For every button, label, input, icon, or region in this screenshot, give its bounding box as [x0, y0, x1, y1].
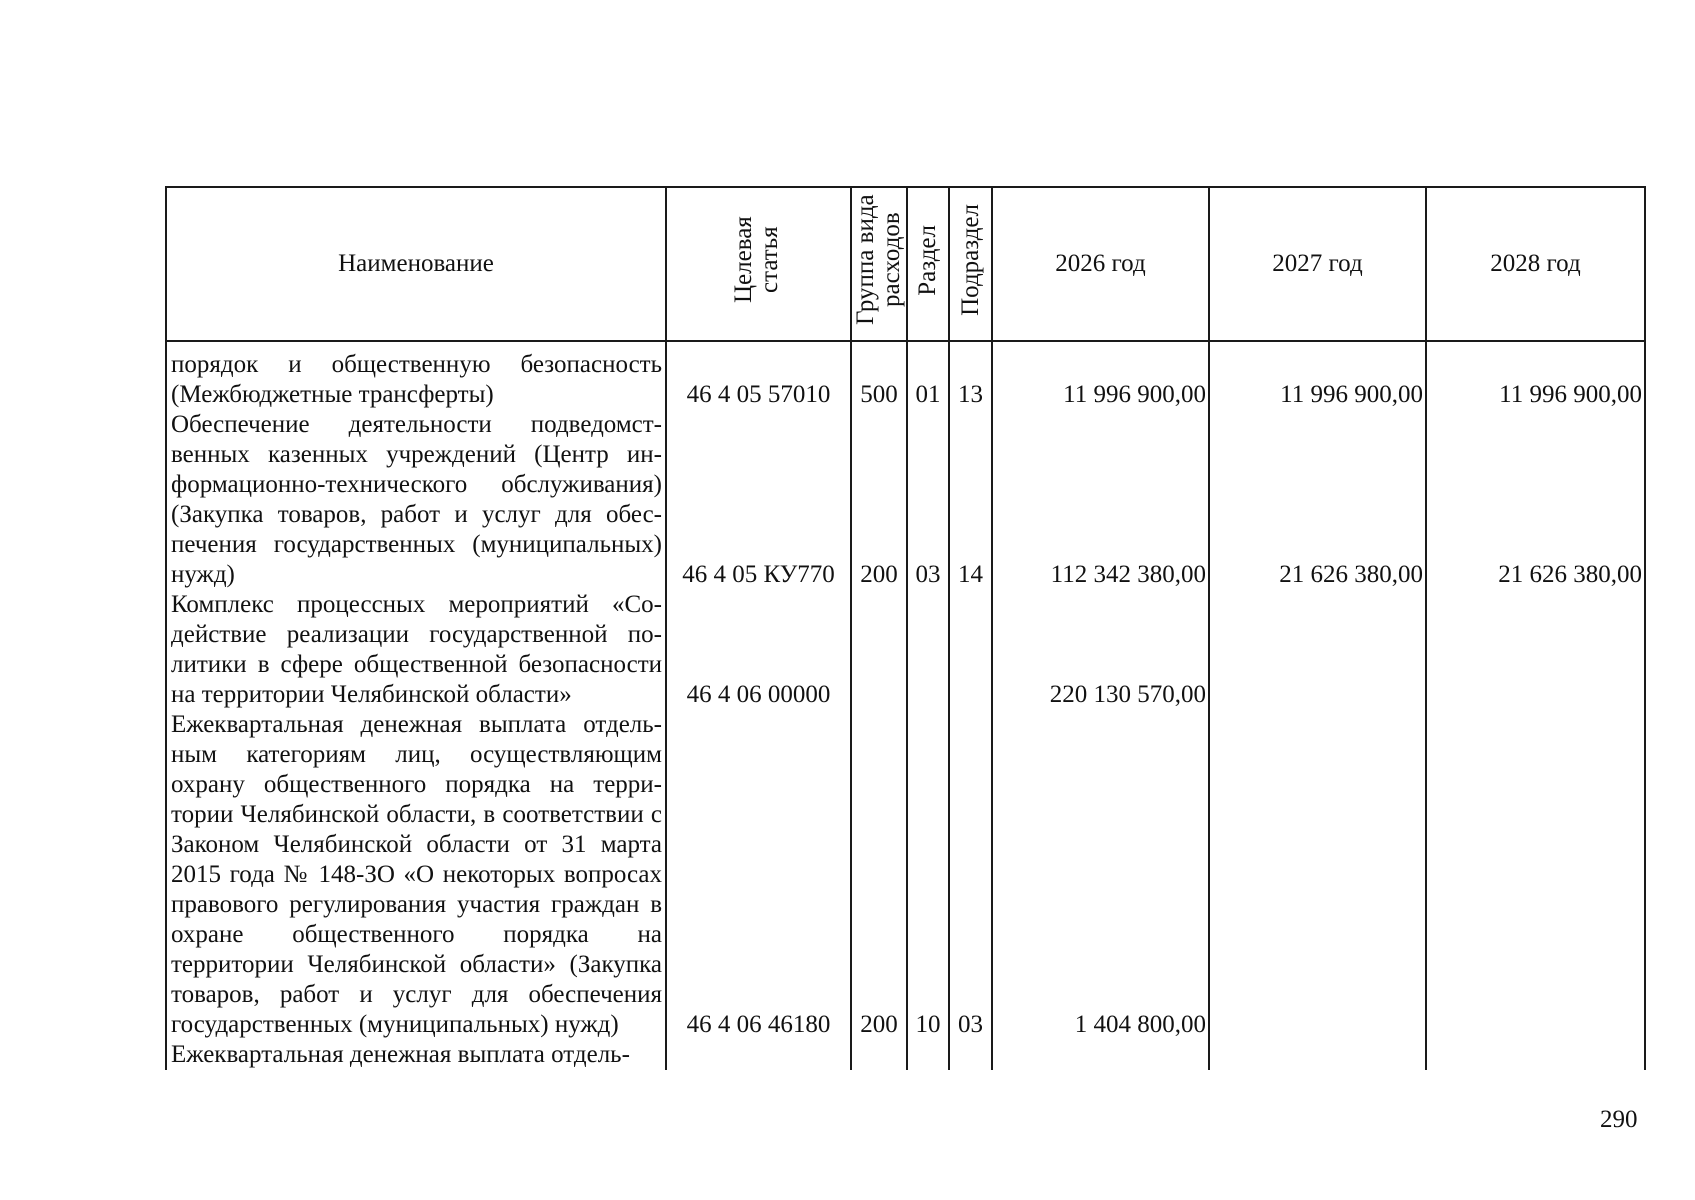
row-2026: 220 130 570,00 — [992, 590, 1209, 710]
row-2028: 21 626 380,00 — [1426, 410, 1645, 590]
row-section: 10 — [907, 710, 949, 1040]
row-2026: 11 996 900,00 — [992, 350, 1209, 410]
row-spacer — [166, 341, 1645, 350]
row-target: 46 4 06 46180 — [666, 710, 851, 1040]
row-2027: 11 996 900,00 — [1209, 350, 1426, 410]
row-2027 — [1209, 710, 1426, 1040]
row-name: Ежеквартальная денежная выплата отдель- — [166, 1040, 666, 1070]
row-2028 — [1426, 1040, 1645, 1070]
row-2028 — [1426, 590, 1645, 710]
header-expense-group: Группа вида расходов — [851, 187, 907, 341]
row-2027 — [1209, 590, 1426, 710]
row-subsection: 13 — [949, 350, 992, 410]
row-section — [907, 1040, 949, 1070]
row-2027 — [1209, 1040, 1426, 1070]
row-2026: 112 342 380,00 — [992, 410, 1209, 590]
table-row — [166, 710, 1645, 1040]
row-2028: 11 996 900,00 — [1426, 350, 1645, 410]
row-target — [666, 1040, 851, 1070]
row-subsection: 14 — [949, 410, 992, 590]
row-section: 03 — [907, 410, 949, 590]
table-row — [166, 1040, 1645, 1070]
row-expense-group: 200 — [851, 710, 907, 1040]
row-2027: 21 626 380,00 — [1209, 410, 1426, 590]
page-number: 290 — [1600, 1106, 1638, 1133]
header-row — [166, 187, 1645, 341]
table-row — [166, 410, 1645, 590]
row-subsection — [949, 1040, 992, 1070]
table-row — [166, 590, 1645, 710]
header-2028: 2028 год — [1426, 187, 1645, 341]
row-section — [907, 590, 949, 710]
budget-table — [165, 186, 1646, 1070]
row-target: 46 4 05 57010 — [666, 350, 851, 410]
row-name: Обеспечение деятельности подведомственных казенных учреждений (Центр информационно-технического обслуживания) (Закупка товаров, работ и услуг для обеспечения государственных (муниципальных) нужд) — [166, 410, 666, 590]
row-name: Ежеквартальная денежная выплата отдельным категориям лиц, осуществляющим охрану общественного порядка на территории Челябинской области, в соответствии с Законом Челябинской области от 31 марта 2015 года № 148-ЗО «О некоторых вопросах правового регулирования участия граждан в охране общественного порядка на территории Челябинской области» (Закупка товаров, работ и услуг для обеспечения государственных (муниципальных) нужд) — [166, 710, 666, 1040]
row-subsection: 03 — [949, 710, 992, 1040]
row-expense-group — [851, 1040, 907, 1070]
row-expense-group — [851, 590, 907, 710]
row-2028 — [1426, 710, 1645, 1040]
row-name: порядок и общественную безопасность (Межбюджетные трансферты) — [166, 350, 666, 410]
table-row — [166, 350, 1645, 410]
header-2027: 2027 год — [1209, 187, 1426, 341]
header-subsection: Подраздел — [949, 187, 992, 341]
row-name: Комплекс процессных мероприятий «Содействие реализации государственной политики в сфере общественной безопасности на территории Челябинской области» — [166, 590, 666, 710]
row-subsection — [949, 590, 992, 710]
header-name: Наименование — [166, 187, 666, 341]
row-target: 46 4 05 КУ770 — [666, 410, 851, 590]
header-target: Целевая статья — [666, 187, 851, 341]
header-section: Раздел — [907, 187, 949, 341]
row-target: 46 4 06 00000 — [666, 590, 851, 710]
row-section: 01 — [907, 350, 949, 410]
row-expense-group: 500 — [851, 350, 907, 410]
header-2026: 2026 год — [992, 187, 1209, 341]
row-2026: 1 404 800,00 — [992, 710, 1209, 1040]
row-2026 — [992, 1040, 1209, 1070]
row-expense-group: 200 — [851, 410, 907, 590]
